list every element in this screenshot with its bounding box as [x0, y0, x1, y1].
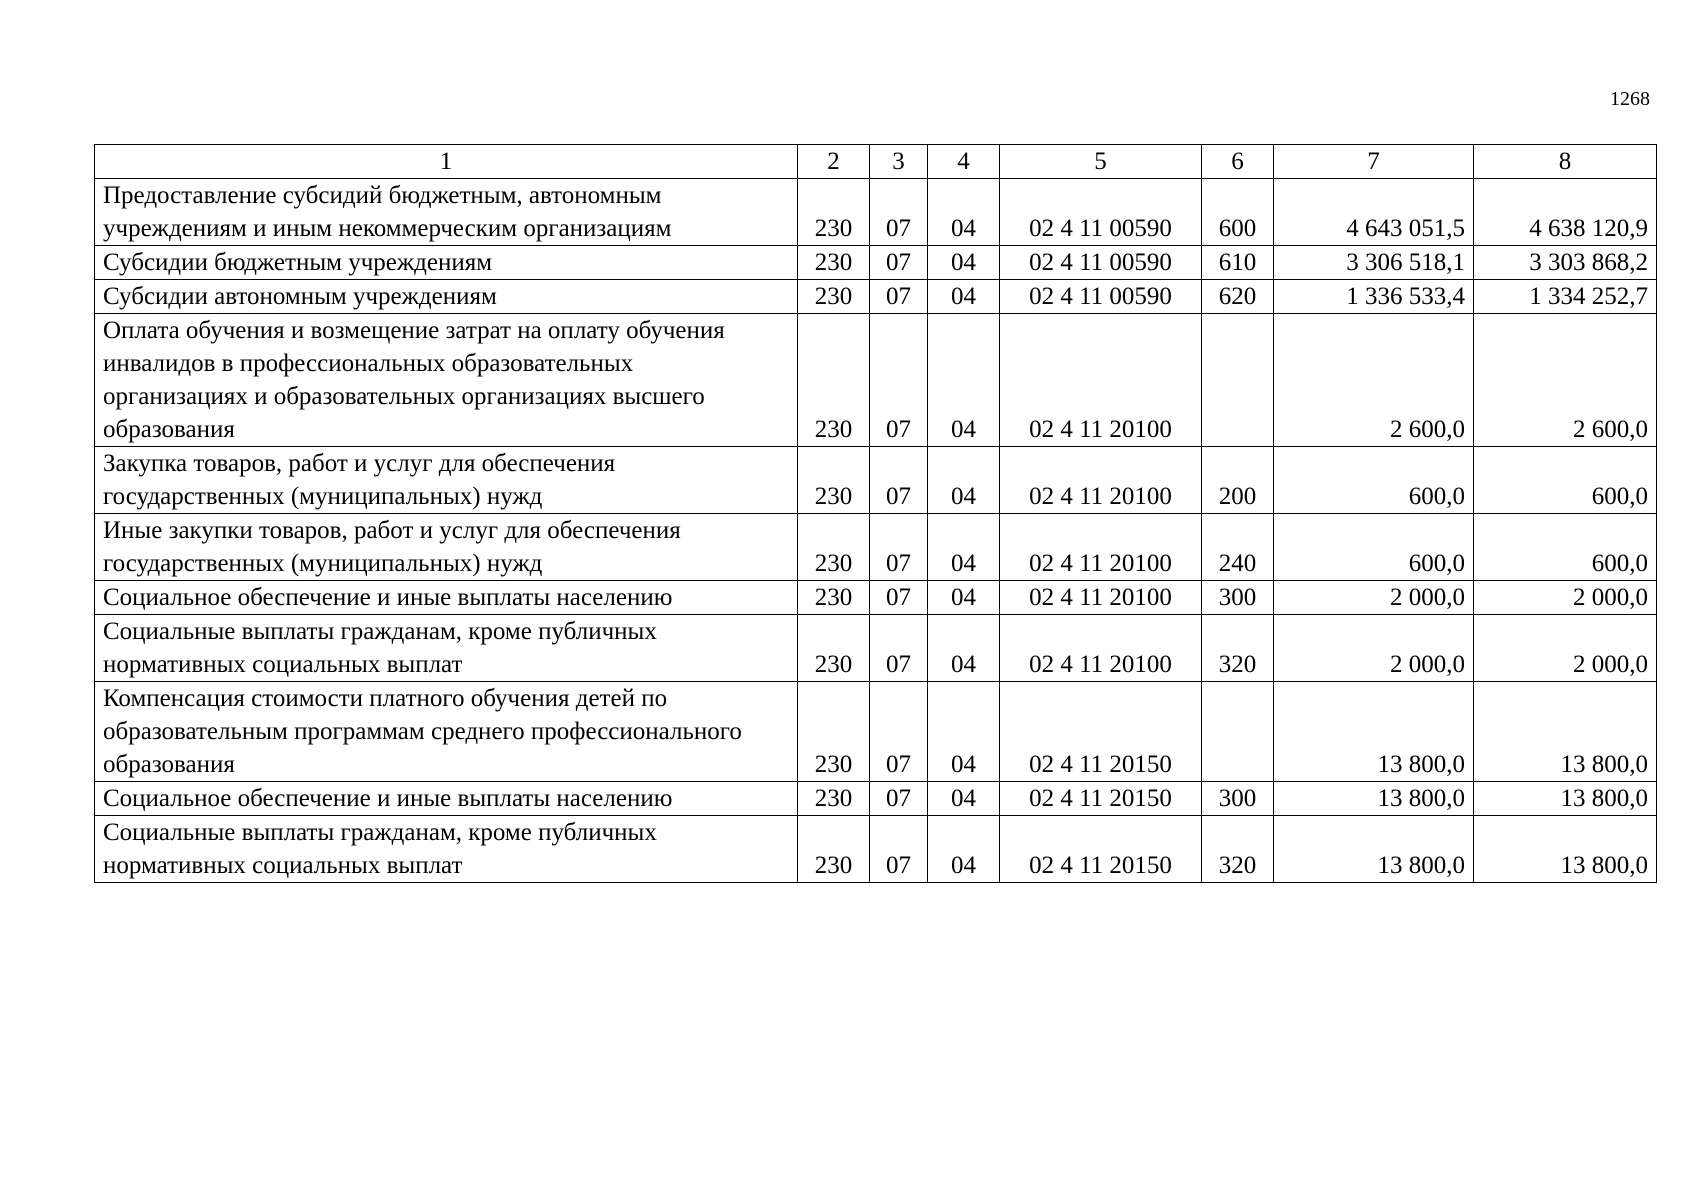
row-amount-1: 13 800,0 — [1274, 816, 1474, 883]
row-section-code: 07 — [870, 581, 928, 615]
column-header: 3 — [870, 145, 928, 179]
budget-table — [94, 144, 1657, 883]
row-expense-type — [1202, 314, 1274, 447]
row-expense-type: 600 — [1202, 179, 1274, 246]
row-amount-2: 2 000,0 — [1474, 581, 1657, 615]
row-amount-2: 3 303 868,2 — [1474, 246, 1657, 280]
row-expense-type — [1202, 682, 1274, 782]
row-subsection-code: 04 — [928, 280, 1000, 314]
row-subsection-code: 04 — [928, 581, 1000, 615]
row-target-code: 02 4 11 20150 — [1000, 682, 1202, 782]
row-amount-1: 13 800,0 — [1274, 682, 1474, 782]
row-ministry-code: 230 — [798, 782, 870, 816]
row-subsection-code: 04 — [928, 682, 1000, 782]
row-ministry-code: 230 — [798, 246, 870, 280]
row-section-code: 07 — [870, 314, 928, 447]
row-amount-2: 1 334 252,7 — [1474, 280, 1657, 314]
row-subsection-code: 04 — [928, 447, 1000, 514]
row-name: Компенсация стоимости платного обучения детей по образовательным программам среднего профессионального образования — [95, 682, 798, 782]
table-header-row — [95, 145, 1657, 179]
row-amount-1: 3 306 518,1 — [1274, 246, 1474, 280]
table-row — [95, 447, 1657, 514]
row-amount-1: 600,0 — [1274, 447, 1474, 514]
row-ministry-code: 230 — [798, 280, 870, 314]
row-subsection-code: 04 — [928, 314, 1000, 447]
row-subsection-code: 04 — [928, 179, 1000, 246]
row-subsection-code: 04 — [928, 246, 1000, 280]
row-amount-2: 2 600,0 — [1474, 314, 1657, 447]
row-expense-type: 240 — [1202, 514, 1274, 581]
row-amount-1: 2 600,0 — [1274, 314, 1474, 447]
row-name: Закупка товаров, работ и услуг для обеспечения государственных (муниципальных) нужд — [95, 447, 798, 514]
row-amount-1: 2 000,0 — [1274, 615, 1474, 682]
row-section-code: 07 — [870, 615, 928, 682]
column-header: 1 — [95, 145, 798, 179]
column-header: 2 — [798, 145, 870, 179]
row-subsection-code: 04 — [928, 615, 1000, 682]
row-name: Социальное обеспечение и иные выплаты населению — [95, 782, 798, 816]
row-expense-type: 200 — [1202, 447, 1274, 514]
row-ministry-code: 230 — [798, 816, 870, 883]
table-row — [95, 246, 1657, 280]
column-header: 6 — [1202, 145, 1274, 179]
row-amount-1: 1 336 533,4 — [1274, 280, 1474, 314]
row-amount-2: 13 800,0 — [1474, 682, 1657, 782]
row-section-code: 07 — [870, 816, 928, 883]
row-section-code: 07 — [870, 179, 928, 246]
table-row — [95, 816, 1657, 883]
row-amount-2: 13 800,0 — [1474, 816, 1657, 883]
row-section-code: 07 — [870, 280, 928, 314]
row-target-code: 02 4 11 00590 — [1000, 246, 1202, 280]
table-row — [95, 314, 1657, 447]
row-amount-2: 13 800,0 — [1474, 782, 1657, 816]
row-target-code: 02 4 11 20100 — [1000, 314, 1202, 447]
row-expense-type: 300 — [1202, 782, 1274, 816]
row-amount-1: 600,0 — [1274, 514, 1474, 581]
row-amount-2: 600,0 — [1474, 514, 1657, 581]
table-row — [95, 179, 1657, 246]
row-section-code: 07 — [870, 447, 928, 514]
row-section-code: 07 — [870, 246, 928, 280]
column-header: 8 — [1474, 145, 1657, 179]
row-target-code: 02 4 11 00590 — [1000, 179, 1202, 246]
row-section-code: 07 — [870, 514, 928, 581]
row-target-code: 02 4 11 20100 — [1000, 615, 1202, 682]
row-amount-2: 4 638 120,9 — [1474, 179, 1657, 246]
row-amount-1: 4 643 051,5 — [1274, 179, 1474, 246]
row-expense-type: 320 — [1202, 615, 1274, 682]
row-expense-type: 620 — [1202, 280, 1274, 314]
row-name: Социальные выплаты гражданам, кроме публичных нормативных социальных выплат — [95, 816, 798, 883]
table-row — [95, 514, 1657, 581]
row-target-code: 02 4 11 20100 — [1000, 514, 1202, 581]
row-ministry-code: 230 — [798, 447, 870, 514]
row-target-code: 02 4 11 20150 — [1000, 782, 1202, 816]
table-row — [95, 581, 1657, 615]
row-name: Оплата обучения и возмещение затрат на оплату обучения инвалидов в профессиональных образовательных организациях и образовательных организациях высшего образования — [95, 314, 798, 447]
row-ministry-code: 230 — [798, 615, 870, 682]
row-expense-type: 300 — [1202, 581, 1274, 615]
row-name: Субсидии бюджетным учреждениям — [95, 246, 798, 280]
row-subsection-code: 04 — [928, 816, 1000, 883]
row-name: Социальное обеспечение и иные выплаты населению — [95, 581, 798, 615]
row-ministry-code: 230 — [798, 682, 870, 782]
column-header: 4 — [928, 145, 1000, 179]
row-amount-1: 13 800,0 — [1274, 782, 1474, 816]
row-ministry-code: 230 — [798, 314, 870, 447]
row-ministry-code: 230 — [798, 581, 870, 615]
row-target-code: 02 4 11 20100 — [1000, 447, 1202, 514]
row-expense-type: 610 — [1202, 246, 1274, 280]
row-target-code: 02 4 11 20150 — [1000, 816, 1202, 883]
row-target-code: 02 4 11 20100 — [1000, 581, 1202, 615]
row-name: Иные закупки товаров, работ и услуг для обеспечения государственных (муниципальных) нужд — [95, 514, 798, 581]
row-amount-2: 600,0 — [1474, 447, 1657, 514]
row-target-code: 02 4 11 00590 — [1000, 280, 1202, 314]
row-name: Предоставление субсидий бюджетным, автономным учреждениям и иным некоммерческим организациям — [95, 179, 798, 246]
table-row — [95, 682, 1657, 782]
row-name: Субсидии автономным учреждениям — [95, 280, 798, 314]
column-header: 7 — [1274, 145, 1474, 179]
row-expense-type: 320 — [1202, 816, 1274, 883]
row-section-code: 07 — [870, 682, 928, 782]
row-section-code: 07 — [870, 782, 928, 816]
row-subsection-code: 04 — [928, 782, 1000, 816]
table-row — [95, 782, 1657, 816]
row-amount-2: 2 000,0 — [1474, 615, 1657, 682]
row-ministry-code: 230 — [798, 179, 870, 246]
row-subsection-code: 04 — [928, 514, 1000, 581]
row-ministry-code: 230 — [798, 514, 870, 581]
row-name: Социальные выплаты гражданам, кроме публичных нормативных социальных выплат — [95, 615, 798, 682]
row-amount-1: 2 000,0 — [1274, 581, 1474, 615]
page-number: 1268 — [1610, 88, 1650, 110]
table-row — [95, 280, 1657, 314]
table-row — [95, 615, 1657, 682]
column-header: 5 — [1000, 145, 1202, 179]
